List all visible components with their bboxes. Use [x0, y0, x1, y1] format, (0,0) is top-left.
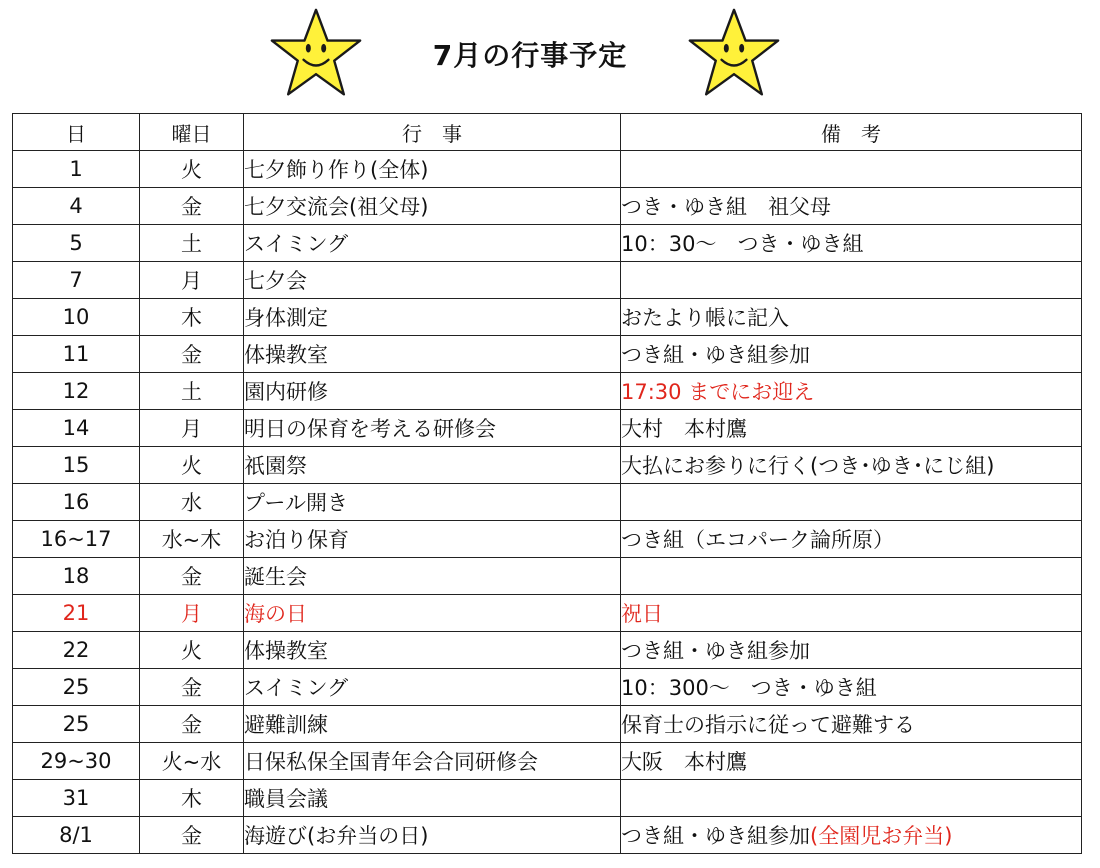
weekday-cell: 月	[140, 262, 244, 299]
date-cell: 25	[13, 669, 140, 706]
date-cell: 12	[13, 373, 140, 410]
note-cell	[621, 669, 1082, 706]
event-cell: プール開き	[244, 484, 621, 521]
date-cell: 1	[13, 151, 140, 188]
table-row	[13, 225, 1082, 262]
table-row	[13, 743, 1082, 780]
event-cell: スイミング	[244, 225, 621, 262]
table-row	[13, 410, 1082, 447]
event-cell: 体操教室	[244, 632, 621, 669]
event-cell: 海遊び(お弁当の日)	[244, 817, 621, 854]
note-text: つき組・ゆき組参加	[621, 639, 810, 663]
page-header	[0, 0, 1100, 110]
date-cell: 15	[13, 447, 140, 484]
smiling-star-icon	[268, 6, 364, 102]
weekday-cell: 木	[140, 299, 244, 336]
date-cell: 5	[13, 225, 140, 262]
table-row	[13, 780, 1082, 817]
note-cell	[621, 595, 1082, 632]
table-row	[13, 484, 1082, 521]
date-cell: 22	[13, 632, 140, 669]
event-cell: 海の日	[244, 595, 621, 632]
table-row	[13, 595, 1082, 632]
event-cell: 体操教室	[244, 336, 621, 373]
weekday-cell: 金	[140, 817, 244, 854]
table-row	[13, 558, 1082, 595]
note-highlight-text: 17:30 までにお迎え	[621, 380, 815, 404]
note-cell	[621, 151, 1082, 188]
date-cell: 29~30	[13, 743, 140, 780]
smiling-star-icon	[686, 6, 782, 102]
weekday-cell: 土	[140, 225, 244, 262]
weekday-cell: 火	[140, 151, 244, 188]
note-text: 10：30～ つき・ゆき組	[621, 232, 864, 256]
note-cell	[621, 743, 1082, 780]
event-schedule-table	[12, 113, 1082, 854]
column-header-event: 行 事	[244, 114, 621, 151]
table-row	[13, 447, 1082, 484]
note-cell	[621, 780, 1082, 817]
table-row	[13, 188, 1082, 225]
note-cell	[621, 558, 1082, 595]
weekday-cell: 金	[140, 188, 244, 225]
table-row	[13, 299, 1082, 336]
weekday-cell: 木	[140, 780, 244, 817]
table-row	[13, 151, 1082, 188]
table-header-row	[13, 114, 1082, 151]
note-cell	[621, 706, 1082, 743]
date-cell: 16	[13, 484, 140, 521]
event-cell: 日保私保全国青年会合同研修会	[244, 743, 621, 780]
note-cell	[621, 336, 1082, 373]
date-cell: 16~17	[13, 521, 140, 558]
weekday-cell: 金	[140, 669, 244, 706]
column-header-dow: 曜日	[140, 114, 244, 151]
weekday-cell: 金	[140, 706, 244, 743]
event-cell: 七夕会	[244, 262, 621, 299]
page-title: 7月の行事予定	[432, 39, 628, 72]
weekday-cell: 金	[140, 558, 244, 595]
note-cell	[621, 410, 1082, 447]
note-text: つき・ゆき組 祖父母	[621, 195, 831, 219]
table-row	[13, 373, 1082, 410]
note-text: おたより帳に記入	[621, 306, 789, 330]
table-row	[13, 817, 1082, 854]
date-cell: 14	[13, 410, 140, 447]
column-header-note: 備 考	[621, 114, 1082, 151]
note-cell	[621, 299, 1082, 336]
event-cell: 祇園祭	[244, 447, 621, 484]
event-cell: 七夕交流会(祖父母)	[244, 188, 621, 225]
table-row	[13, 262, 1082, 299]
weekday-cell: 火	[140, 632, 244, 669]
table-row	[13, 521, 1082, 558]
note-cell	[621, 373, 1082, 410]
weekday-cell: 金	[140, 336, 244, 373]
note-text: つき組・ゆき組参加	[621, 343, 810, 367]
column-header-date: 日	[13, 114, 140, 151]
note-text: 10：300～ つき・ゆき組	[621, 676, 877, 700]
table-row	[13, 336, 1082, 373]
event-cell: 園内研修	[244, 373, 621, 410]
date-cell: 8/1	[13, 817, 140, 854]
note-cell	[621, 632, 1082, 669]
event-cell: お泊り保育	[244, 521, 621, 558]
note-cell	[621, 447, 1082, 484]
event-cell: 避難訓練	[244, 706, 621, 743]
event-cell: スイミング	[244, 669, 621, 706]
weekday-cell: 水~木	[140, 521, 244, 558]
weekday-cell: 土	[140, 373, 244, 410]
note-text: 祝日	[621, 602, 663, 626]
event-cell: 職員会議	[244, 780, 621, 817]
date-cell: 31	[13, 780, 140, 817]
table-row	[13, 706, 1082, 743]
note-cell	[621, 225, 1082, 262]
event-cell: 明日の保育を考える研修会	[244, 410, 621, 447]
event-cell: 七夕飾り作り(全体)	[244, 151, 621, 188]
date-cell: 25	[13, 706, 140, 743]
note-text: 大村 本村鷹	[621, 417, 747, 441]
date-cell: 10	[13, 299, 140, 336]
note-highlight-text: (全園児お弁当)	[810, 824, 953, 848]
date-cell: 7	[13, 262, 140, 299]
note-text: つき組（エコパーク論所原）	[621, 528, 894, 552]
note-text: 大阪 本村鷹	[621, 750, 747, 774]
note-text: 大払にお参りに行く(つき･ゆき･にじ組)	[621, 454, 995, 478]
note-text: 保育士の指示に従って避難する	[621, 713, 915, 737]
date-cell: 11	[13, 336, 140, 373]
note-cell	[621, 484, 1082, 521]
table-row	[13, 669, 1082, 706]
table-body	[13, 151, 1082, 854]
weekday-cell: 火	[140, 447, 244, 484]
weekday-cell: 火~水	[140, 743, 244, 780]
note-text: つき組・ゆき組参加	[621, 824, 810, 848]
date-cell: 4	[13, 188, 140, 225]
note-cell	[621, 262, 1082, 299]
weekday-cell: 月	[140, 410, 244, 447]
event-cell: 身体測定	[244, 299, 621, 336]
note-cell	[621, 817, 1082, 854]
note-cell	[621, 521, 1082, 558]
weekday-cell: 月	[140, 595, 244, 632]
weekday-cell: 水	[140, 484, 244, 521]
date-cell: 21	[13, 595, 140, 632]
date-cell: 18	[13, 558, 140, 595]
event-cell: 誕生会	[244, 558, 621, 595]
note-cell	[621, 188, 1082, 225]
table-row	[13, 632, 1082, 669]
